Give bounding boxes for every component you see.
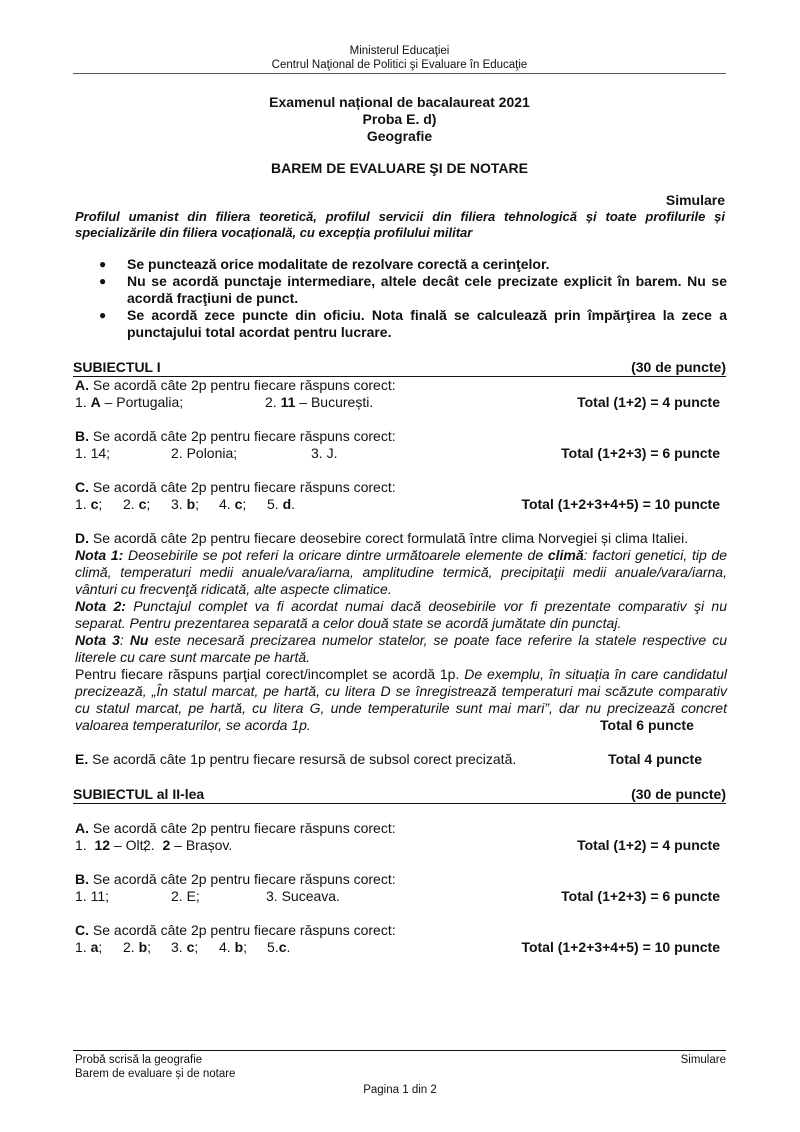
s1e-intro: E. Se acordă câte 1p pentru fiecare resursă de subsol corect precizată. bbox=[75, 751, 517, 767]
s1d-nota3: Nota 3: Nu este necesară precizarea numelor statelor, se poate face referire la statele respective cu literele cu care sunt marcate pe hartă. bbox=[75, 632, 727, 665]
footer-left-line1: Probă scrisă la geografie bbox=[75, 1054, 203, 1066]
s2a-intro: A. Se acordă câte 2p pentru fiecare răspuns corect: bbox=[75, 820, 396, 836]
answer-item: 1. 11; bbox=[75, 888, 109, 904]
center-header: Centrul Naţional de Politici şi Evaluare în Educaţie bbox=[271, 59, 528, 71]
answer-item: 2. c; bbox=[123, 496, 151, 512]
s1d-nota1: Nota 1: Deosebirile se pot referi la oricare dintre următoarele elemente de climă: factori genetici, tip de climă, temperaturi medii anuale/vara/iarna, amplitudine termică, precipitaţii medii anuale/vara/iarna, vânturi cu frecvenţă ridicată, alte aspecte climatice. bbox=[75, 547, 728, 597]
s2c-intro: C. Se acordă câte 2p pentru fiecare răspuns corect: bbox=[75, 922, 396, 938]
subiect1-points: (30 de puncte) bbox=[631, 359, 726, 375]
s2b-answers bbox=[75, 888, 725, 905]
s2c-total: Total (1+2+3+4+5) = 10 puncte bbox=[521, 939, 720, 955]
subject-title: Geografie bbox=[366, 128, 433, 144]
answer-item: 4. b; bbox=[219, 939, 248, 955]
answer-item: 1. c; bbox=[75, 496, 103, 512]
proba-title: Proba E. d) bbox=[362, 111, 437, 127]
s1d-partial: Pentru fiecare răspuns parţial corect/incomplet se acordă 1p. De exemplu, în situația în care candidatul precizează, „În statul marcat, pe hartă, cu litera D se înregistrează temperaturi mai scăzute comparativ cu statul marcat, pe hartă, cu litera G, unde temperaturile sunt mai mari”, dar nu precizează concret valoarea temperaturilor, se acorda 1p. bbox=[75, 666, 728, 733]
answer-item: 2. b; bbox=[123, 939, 152, 955]
subiect2-points: (30 de puncte) bbox=[631, 786, 726, 802]
footer-rule bbox=[73, 1050, 726, 1051]
s1d-total: Total 6 puncte bbox=[600, 717, 694, 733]
answer-item: 3. b; bbox=[171, 496, 200, 512]
answer-item: 3. J. bbox=[311, 445, 338, 461]
subiect2-heading bbox=[73, 786, 726, 804]
s1a-total: Total (1+2) = 4 puncte bbox=[577, 394, 720, 410]
header-rule bbox=[73, 73, 726, 74]
answer-item: 4. c; bbox=[219, 496, 247, 512]
answer-item: 3. c; bbox=[171, 939, 199, 955]
answer-item: 1. A – Portugalia; bbox=[75, 394, 184, 410]
s1a-intro: A. Se acordă câte 2p pentru fiecare răspuns corect: bbox=[75, 377, 396, 393]
answer-item: 3. Suceava. bbox=[266, 888, 340, 904]
s1d-nota2: Nota 2: Punctajul complet va fi acordat numai dacă deosebirile vor fi prezentate comparativ şi nu separat. Pentru prezentarea separată a celor două state se acordă jumătate din punctaj. bbox=[75, 598, 727, 631]
footer-right: Simulare bbox=[680, 1054, 726, 1066]
answer-item: 2. 2 – Brașov. bbox=[143, 837, 233, 853]
simulare-label: Simulare bbox=[665, 192, 725, 208]
ministry-header: Ministerul Educaţiei bbox=[349, 45, 450, 57]
s1c-total: Total (1+2+3+4+5) = 10 puncte bbox=[521, 496, 720, 512]
s1c-intro: C. Se acordă câte 2p pentru fiecare răspuns corect: bbox=[75, 479, 396, 495]
s1b-answers bbox=[75, 445, 725, 462]
s2a-answers bbox=[75, 837, 725, 854]
s2b-total: Total (1+2+3) = 6 puncte bbox=[561, 888, 720, 904]
answer-item: 2. 11 – București. bbox=[265, 394, 374, 410]
s1c-answers bbox=[75, 496, 725, 513]
rule-item: ● Se acordă zece puncte din oficiu. Nota finală se calculează prin împărţirea la zece a punctajului total acordat pentru lucrare. bbox=[95, 307, 727, 341]
bullet-icon: ● bbox=[99, 257, 107, 271]
s2a-total: Total (1+2) = 4 puncte bbox=[577, 837, 720, 853]
footer-left-line2: Barem de evaluare și de notare bbox=[75, 1068, 236, 1080]
answer-item: 5. d. bbox=[267, 496, 296, 512]
answer-item: 2. E; bbox=[171, 888, 200, 904]
barem-title: BAREM DE EVALUARE ŞI DE NOTARE bbox=[271, 160, 528, 176]
subiect1-title: SUBIECTUL I bbox=[73, 359, 161, 375]
bullet-icon: ● bbox=[99, 274, 107, 288]
answer-item: 5.c. bbox=[267, 939, 291, 955]
subiect1-heading bbox=[73, 359, 726, 377]
rule-item: ● Se punctează orice modalitate de rezolvare corectă a cerinţelor. bbox=[95, 256, 727, 273]
rule-item: ● Nu se acordă punctaje intermediare, altele decât cele precizate explicit în barem. Nu se acordă fracţiuni de punct. bbox=[95, 273, 727, 307]
page-number: Pagina 1 din 2 bbox=[363, 1084, 437, 1096]
answer-item: 1. 12 – Olt; bbox=[75, 837, 148, 853]
s1b-total: Total (1+2+3) = 6 puncte bbox=[561, 445, 720, 461]
s2c-answers bbox=[75, 939, 725, 956]
s1d-intro: D. Se acordă câte 2p pentru fiecare deosebire corect formulată între clima Norvegiei și clima Italiei. bbox=[75, 530, 689, 546]
s1e-total: Total 4 puncte bbox=[608, 751, 702, 767]
answer-item: 1. a; bbox=[75, 939, 103, 955]
s2b-intro: B. Se acordă câte 2p pentru fiecare răspuns corect: bbox=[75, 871, 396, 887]
s1a-answers bbox=[75, 394, 725, 411]
general-rules-list bbox=[95, 256, 727, 341]
answer-item: 1. 14; bbox=[75, 445, 111, 461]
s1e-row bbox=[75, 751, 725, 768]
profile-text: Profilul umanist din filiera teoretică, profilul servicii din filiera tehnologică și toate profilurile și specializările din filiera vocațională, cu excepția profilului militar bbox=[75, 209, 725, 240]
s1d-block bbox=[75, 530, 727, 734]
subiect2-title: SUBIECTUL al II-lea bbox=[73, 786, 205, 802]
exam-title: Examenul național de bacalaureat 2021 bbox=[269, 94, 530, 110]
s1b-intro: B. Se acordă câte 2p pentru fiecare răspuns corect: bbox=[75, 428, 396, 444]
answer-item: 2. Polonia; bbox=[171, 445, 238, 461]
bullet-icon: ● bbox=[99, 308, 107, 322]
